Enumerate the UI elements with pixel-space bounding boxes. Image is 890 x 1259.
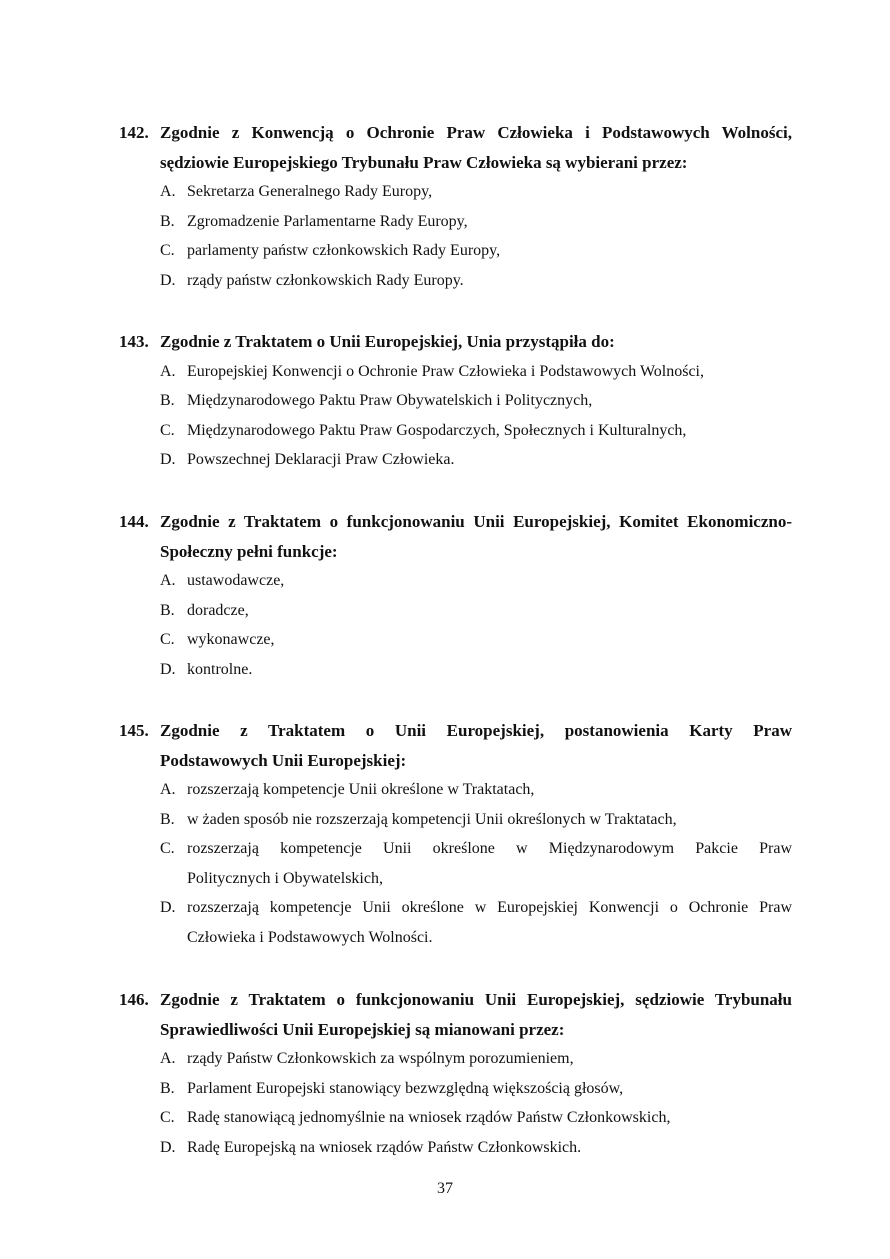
question-number: 142. (119, 123, 149, 142)
question-text: Zgodnie z Konwencją o Ochronie Praw Człowieka i Podstawowych Wolności, (160, 123, 792, 142)
option-text: Radę stanowiącą jednomyślnie na wniosek rządów Państw Członkowskich, (187, 1109, 671, 1127)
option-letter: C. (160, 1109, 175, 1127)
question-text-continued: Społeczny pełni funkcje: (160, 541, 338, 561)
option-text: Europejskiej Konwencji o Ochronie Praw Człowieka i Podstawowych Wolności, (187, 362, 704, 380)
option-text: w żaden sposób nie rozszerzają kompetencji Unii określonych w Traktatach, (187, 810, 677, 828)
question-144 (119, 507, 792, 684)
option-letter: D. (160, 271, 176, 289)
option-text-continued: Człowieka i Podstawowych Wolności. (187, 928, 433, 946)
option-letter: C. (160, 840, 175, 858)
option-a (119, 1044, 792, 1074)
option-letter: C. (160, 242, 175, 260)
option-b (119, 596, 792, 626)
option-b (119, 386, 792, 416)
option-text: kontrolne. (187, 660, 253, 678)
option-b (119, 1074, 792, 1104)
question-text: Zgodnie z Traktatem o funkcjonowaniu Unii Europejskiej, Komitet Ekonomiczno- (160, 512, 792, 531)
option-c (119, 1103, 792, 1133)
option-text: rozszerzają kompetencje Unii określone w Międzynarodowym Pakcie Praw (187, 840, 792, 858)
question-143 (119, 327, 792, 475)
option-text: rozszerzają kompetencje Unii określone w Traktatach, (187, 781, 535, 798)
option-text: ustawodawcze, (187, 572, 285, 589)
option-b (119, 207, 792, 237)
option-c (119, 236, 792, 266)
option-letter: A. (160, 183, 176, 200)
option-text: Międzynarodowego Paktu Praw Obywatelskich i Politycznych, (187, 392, 593, 410)
option-text: rządy państw członkowskich Rady Europy. (187, 271, 464, 289)
option-letter: B. (160, 601, 175, 619)
option-d (119, 893, 792, 923)
question-text-continued: sędziowie Europejskiego Trybunału Praw Człowieka są wybierani przez: (160, 152, 688, 172)
question-145 (119, 716, 792, 953)
option-text: doradcze, (187, 601, 249, 619)
question-line (119, 118, 792, 148)
option-text: Międzynarodowego Paktu Praw Gospodarczych, Społecznych i Kulturalnych, (187, 421, 687, 439)
option-c (119, 625, 792, 655)
option-letter: D. (160, 1138, 176, 1156)
question-146 (119, 985, 792, 1162)
option-text: wykonawcze, (187, 631, 275, 649)
question-line (119, 985, 792, 1015)
option-letter: C. (160, 631, 175, 649)
option-text: Sekretarza Generalnego Rady Europy, (187, 183, 433, 200)
option-text: Zgromadzenie Parlamentarne Rady Europy, (187, 212, 468, 230)
option-text: Parlament Europejski stanowiący bezwzględną większością głosów, (187, 1079, 624, 1097)
option-b (119, 805, 792, 835)
option-a (119, 177, 792, 207)
option-letter: B. (160, 810, 175, 828)
option-a (119, 775, 792, 805)
option-letter: A. (160, 572, 176, 589)
option-letter: D. (160, 899, 176, 917)
question-text: Zgodnie z Traktatem o funkcjonowaniu Unii Europejskiej, sędziowie Trybunału (160, 990, 792, 1009)
option-letter: A. (160, 781, 176, 798)
question-line (119, 507, 792, 537)
page-number: 37 (437, 1180, 453, 1197)
option-letter: C. (160, 421, 175, 439)
option-letter: D. (160, 451, 176, 469)
option-d (119, 266, 792, 296)
option-d (119, 445, 792, 475)
question-number: 146. (119, 990, 149, 1009)
question-number: 145. (119, 721, 149, 740)
question-text: Zgodnie z Traktatem o Unii Europejskiej, Unia przystąpiła do: (160, 332, 615, 351)
option-c (119, 416, 792, 446)
option-letter: B. (160, 1079, 175, 1097)
question-text-continued: Podstawowych Unii Europejskiej: (160, 750, 407, 770)
option-d (119, 655, 792, 685)
option-letter: B. (160, 212, 175, 230)
option-text: Powszechnej Deklaracji Praw Człowieka. (187, 451, 455, 469)
option-letter: A. (160, 1050, 176, 1067)
question-text-continued: Sprawiedliwości Unii Europejskiej są mianowani przez: (160, 1019, 565, 1039)
option-text: rozszerzają kompetencje Unii określone w Europejskiej Konwencji o Ochronie Praw (187, 899, 792, 917)
question-line (119, 327, 792, 357)
question-number: 144. (119, 512, 149, 531)
option-text: parlamenty państw członkowskich Rady Europy, (187, 242, 501, 260)
option-text: rządy Państw Członkowskich za wspólnym porozumieniem, (187, 1050, 574, 1067)
question-number: 143. (119, 332, 149, 351)
option-text: Radę Europejską na wniosek rządów Państw Członkowskich. (187, 1138, 582, 1156)
option-d (119, 1133, 792, 1163)
question-text: Zgodnie z Traktatem o Unii Europejskiej, postanowienia Karty Praw (160, 721, 792, 740)
option-text-continued: Politycznych i Obywatelskich, (187, 869, 383, 887)
question-142 (119, 118, 792, 295)
question-line (119, 716, 792, 746)
option-a (119, 357, 792, 387)
option-letter: A. (160, 362, 176, 380)
option-a (119, 566, 792, 596)
option-letter: B. (160, 392, 175, 410)
option-c (119, 834, 792, 864)
option-letter: D. (160, 660, 176, 678)
